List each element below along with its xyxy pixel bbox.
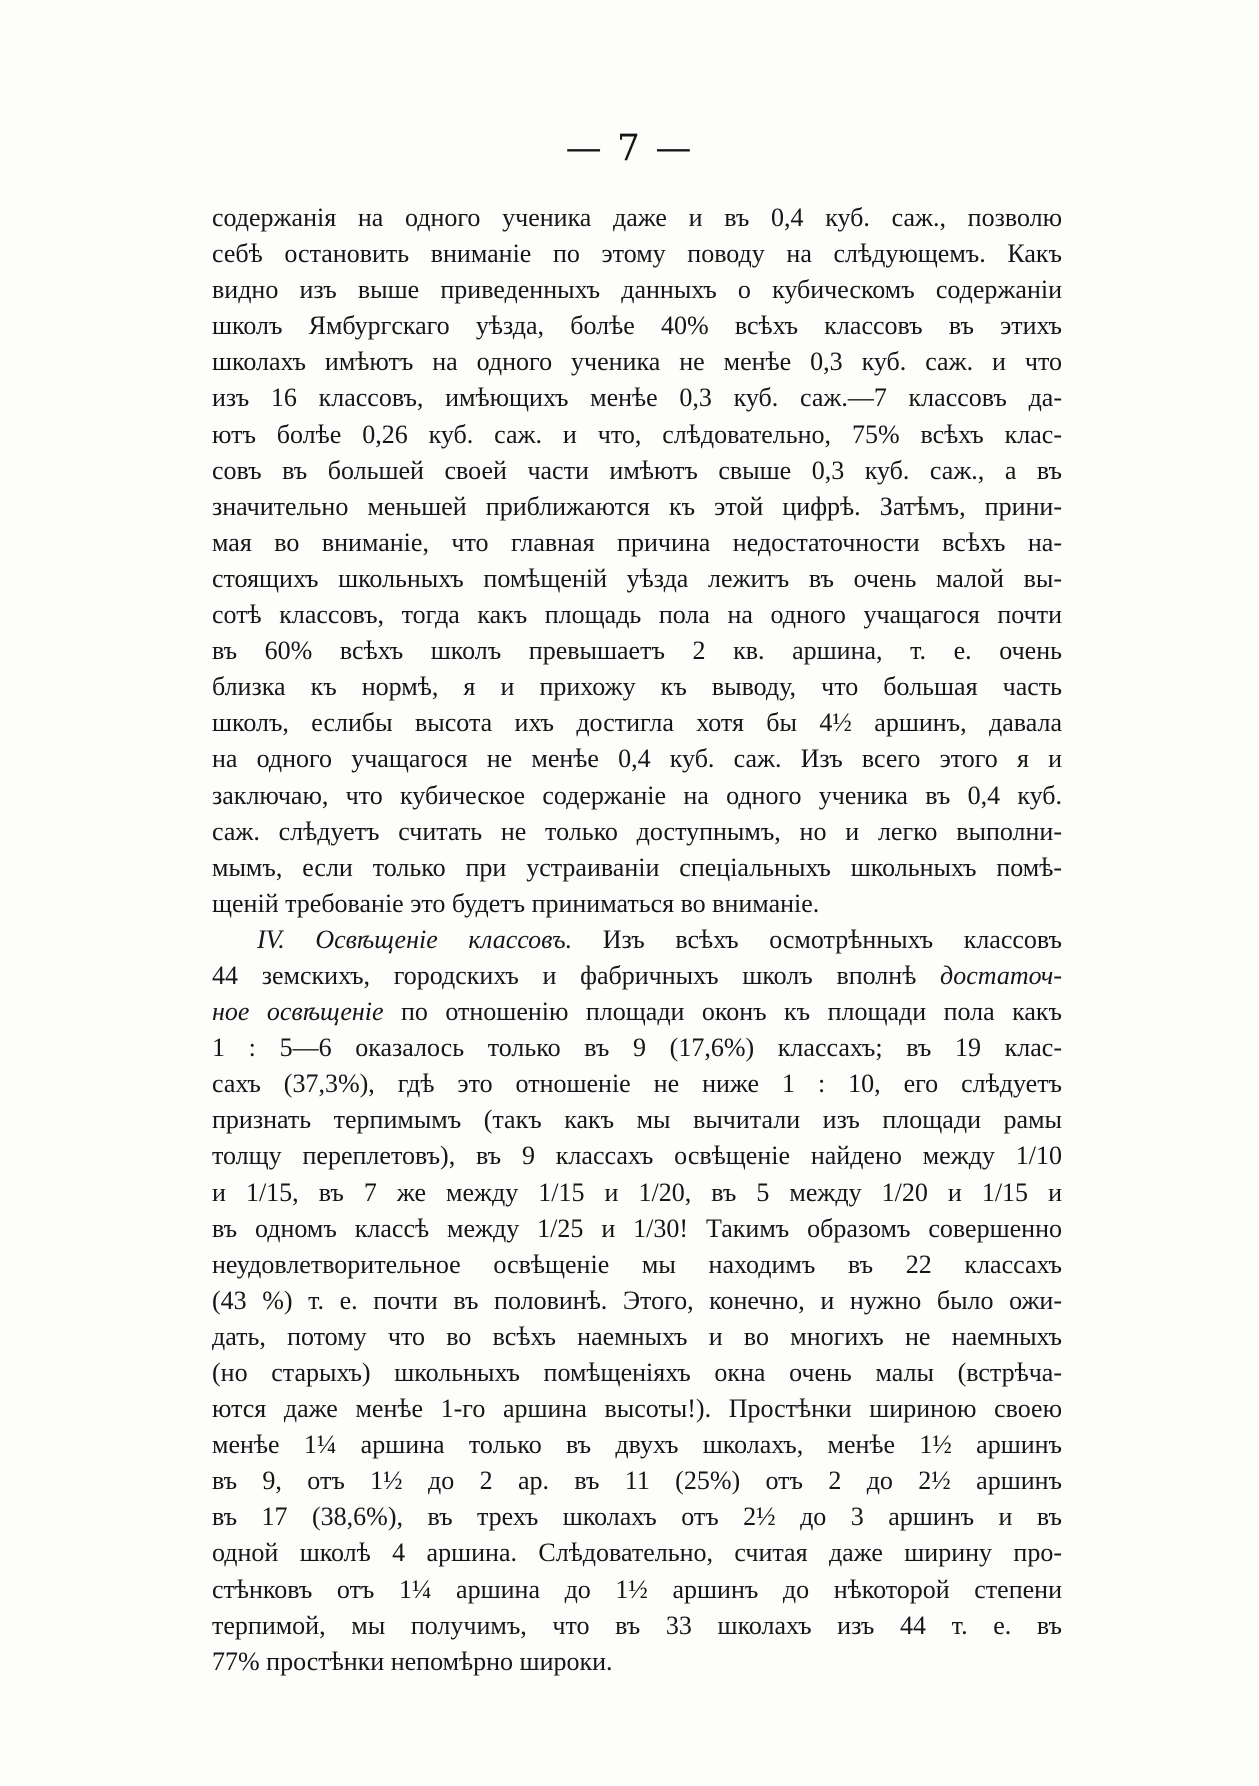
text-line: (но старыхъ) школьныхъ помѣщеніяхъ окна очень малы (встрѣча- — [212, 1358, 1062, 1387]
text-line: на одного учащагося не менѣе 0,4 куб. саж. Изъ всего этого я и — [212, 744, 1062, 774]
text-line: близка къ нормѣ, я и прихожу къ выводу, что большая часть — [212, 672, 1062, 702]
text-line: толщу переплетовъ), въ 9 классахъ освѣщеніе найдено между 1/10 — [212, 1141, 1062, 1171]
section-heading-line — [212, 922, 1062, 958]
text-line: совъ въ большей своей части имѣютъ свыше 0,3 куб. саж., а въ — [212, 455, 1062, 485]
emphasis-text: ное освѣщеніе — [212, 997, 384, 1027]
text-line: значительно меньшей приближаются къ этой цифрѣ. Затѣмъ, прини- — [212, 491, 1062, 521]
text-line: въ 9, отъ 1½ до 2 ар. въ 11 (25%) отъ 2 до 2½ аршинъ — [212, 1466, 1062, 1496]
text-line: мая во вниманіе, что главная причина недостаточности всѣхъ на- — [212, 527, 1062, 557]
section-title: Освѣщеніе классовъ. — [315, 924, 573, 954]
text-line: изъ 16 классовъ, имѣющихъ менѣе 0,3 куб. саж.—7 классовъ да- — [212, 383, 1062, 413]
text-line: въ 17 (38,6%), въ трехъ школахъ отъ 2½ до 3 аршинъ и въ — [212, 1502, 1062, 1532]
text-line: школахъ имѣютъ на одного ученика не менѣе 0,3 куб. саж. и что — [212, 347, 1062, 377]
text-line: видно изъ выше приведенныхъ данныхъ о кубическомъ содержаніи — [212, 275, 1062, 305]
text-line: терпимой, мы получимъ, что въ 33 школахъ изъ 44 т. е. въ — [212, 1610, 1062, 1640]
text-line — [212, 994, 1062, 1030]
text-line: содержанія на одного ученика даже и въ 0,4 куб. саж., позволю — [212, 203, 1062, 232]
text-line: и 1/15, въ 7 же между 1/15 и 1/20, въ 5 между 1/20 и 1/15 и — [212, 1177, 1062, 1207]
text-line: ютъ болѣе 0,26 куб. саж. и что, слѣдовательно, 75% всѣхъ клас- — [212, 419, 1062, 449]
text-line: 1 : 5—6 оказалось только въ 9 (17,6%) классахъ; въ 19 клас- — [212, 1033, 1062, 1063]
text-segment: Изъ всѣхъ осмотрѣнныхъ классовъ — [602, 924, 1062, 954]
text-segment: 44 земскихъ, городскихъ и фабричныхъ школъ вполнѣ — [212, 960, 917, 990]
text-line: признать терпимымъ (такъ какъ мы вычитали изъ площади рамы — [212, 1105, 1062, 1135]
text-line: себѣ остановить вниманіе по этому поводу на слѣдующемъ. Какъ — [212, 239, 1062, 269]
text-line: одной школѣ 4 аршина. Слѣдовательно, считая даже ширину про- — [212, 1538, 1062, 1568]
text-line: мымъ, если только при устраиваніи спеціальныхъ школьныхъ помѣ- — [212, 852, 1062, 882]
text-line: въ одномъ классѣ между 1/25 и 1/30! Такимъ образомъ совершенно — [212, 1213, 1062, 1243]
text-line: менѣе 1¼ аршина только въ двухъ школахъ, менѣе 1½ аршинъ — [212, 1430, 1062, 1460]
text-line: сахъ (37,3%), гдѣ это отношеніе не ниже 1 : 10, его слѣдуетъ — [212, 1069, 1062, 1099]
text-line: школъ, еслибы высота ихъ достигла хотя бы 4½ аршинъ, давала — [212, 708, 1062, 738]
body-text — [212, 200, 1062, 1680]
text-line: саж. слѣдуетъ считать не только доступнымъ, но и легко выполни- — [212, 816, 1062, 846]
text-segment: по отношенію площади оконъ къ площади пола какъ — [401, 997, 1062, 1027]
text-line: заключаю, что кубическое содержаніе на одного ученика въ 0,4 куб. — [212, 780, 1062, 810]
emphasis-text: достаточ- — [940, 960, 1062, 990]
text-line: дать, потому что во всѣхъ наемныхъ и во многихъ не наемныхъ — [212, 1321, 1062, 1351]
text-line: ются даже менѣе 1-го аршина высоты!). Простѣнки шириною своею — [212, 1394, 1062, 1424]
text-line: 77% простѣнки непомѣрно широки. — [212, 1646, 613, 1676]
section-numeral: IV. — [257, 924, 285, 954]
text-line: щеній требованіе это будетъ приниматься во вниманіе. — [212, 888, 820, 918]
text-line: неудовлетворительное освѣщеніе мы находимъ въ 22 классахъ — [212, 1249, 1062, 1279]
page-number: — 7 — — [565, 128, 694, 169]
text-line: въ 60% всѣхъ школъ превышаетъ 2 кв. аршина, т. е. очень — [212, 636, 1062, 666]
text-line: школъ Ямбургскаго уѣзда, болѣе 40% всѣхъ классовъ въ этихъ — [212, 311, 1062, 341]
text-line: сотѣ классовъ, тогда какъ площадь пола на одного учащагося почти — [212, 600, 1062, 630]
text-line: стоящихъ школьныхъ помѣщеній уѣзда лежитъ въ очень малой вы- — [212, 563, 1062, 593]
text-line: (43 %) т. е. почти въ половинѣ. Этого, конечно, и нужно было ожи- — [212, 1285, 1062, 1315]
text-line — [212, 958, 1062, 994]
text-line: стѣнковъ отъ 1¼ аршина до 1½ аршинъ до нѣкоторой степени — [212, 1574, 1062, 1604]
